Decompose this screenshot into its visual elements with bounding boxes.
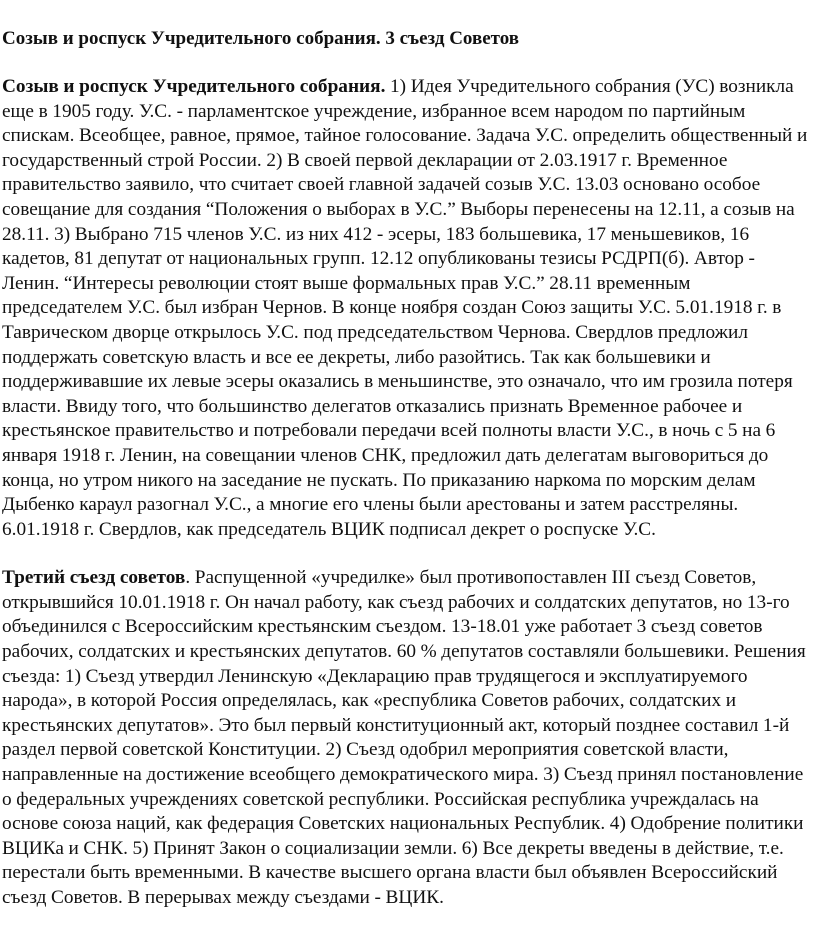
paragraph-heading-constituent-assembly: Созыв и роспуск Учредительного собрания. [2,76,386,97]
paragraph-body-constituent-assembly: 1) Идея Учредительного собрания (УС) возникла еще в 1905 году. У.С. - парламентское учреждение, избранное всем народом по партийным спискам. Всеобщее, равное, прямое, тайное голосование. Задача У.С. определить общественный и государственный строй России. 2) В своей первой декларации от 2.03.1917 г. Временное правительство заявило, что считает своей главной задачей созыв У.С. 13.03 основано особое совещание для создания “Положения о выборах в У.С.” Выборы перенесены на 12.11, а созыв на 28.11. 3) Выбрано 715 членов У.С. из них 412 - эсеры, 183 большевика, 17 меньшевиков, 16 кадетов, 81 депутат от национальных групп. 12.12 опубликованы тезисы РСДРП(б). Автор - Ленин. “Интересы революции стоят выше формальных прав У.С.” 28.11 временным председателем У.С. был избран Чернов. В конце ноября создан Союз защиты У.С. 5.01.1918 г. в Таврическом дворце открылось У.С. под председательством Чернова. Свердлов предложил поддержать советскую власть и все ее декреты, либо разойтись. Так как большевики и поддерживавшие их левые эсеры оказались в меньшинстве, это означало, что им грозила потеря власти. Ввиду того, что большинство делегатов отказались признать Временное рабочее и крестьянское правительство и потребовали передачи всей полноты власти У.С., в ночь с 5 на 6 января 1918 г. Ленин, на совещании членов СНК, предложил дать делегатам выговориться до конца, но утром никого на заседание не пускать. По приказанию наркома по морским делам Дыбенко караул разогнал У.С., а многие его члены были арестованы и затем расстреляны. 6.01.1918 г. Свердлов, как председатель ВЦИК подписал декрет о роспуске У.С. [2,76,808,540]
document-title: Созыв и роспуск Учредительного собрания. 3 съезд Советов [2,28,520,49]
paragraph-third-congress [2,566,814,910]
paragraph-heading-third-congress: Третий съезд советов [2,567,186,589]
paragraph-constituent-assembly [2,75,814,542]
paragraph-body-third-congress: . Распущенной «учредилке» был противопоставлен III съезд Советов, открывшийся 10.01.1918 г. Он начал работу, как съезд рабочих и солдатских депутатов, но 13-го объединился с Всероссийским крестьянским съездом. 13-18.01 уже работает 3 съезд советов рабочих, солдатских и крестьянских депутатов. 60 % депутатов составляли большевики. Решения съезда: 1) Съезд утвердил Ленинскую «Декларацию прав трудящегося и эксплуатируемого народа», в которой Россия определялась, как «республика Советов рабочих, солдатских и крестьянских депутатов». Это был первый конституционный акт, который позднее составил 1-й раздел первой советской Конституции. 2) Съезд одобрил мероприятия советской власти, направленные на достижение всеобщего демократического мира. 3) Съезд принял постановление о федеральных учреждениях советской республики. Российская республика учреждалась на основе союза наций, как федерация Советских национальных Республик. 4) Одобрение политики ВЦИКа и СНК. 5) Принят Закон о социализации земли. 6) Все декреты введены в действие, т.е. перестали быть временными. В качестве высшего органа власти был объявлен Всероссийский съезд Советов. В перерывах между съездами - ВЦИК. [2,567,806,908]
